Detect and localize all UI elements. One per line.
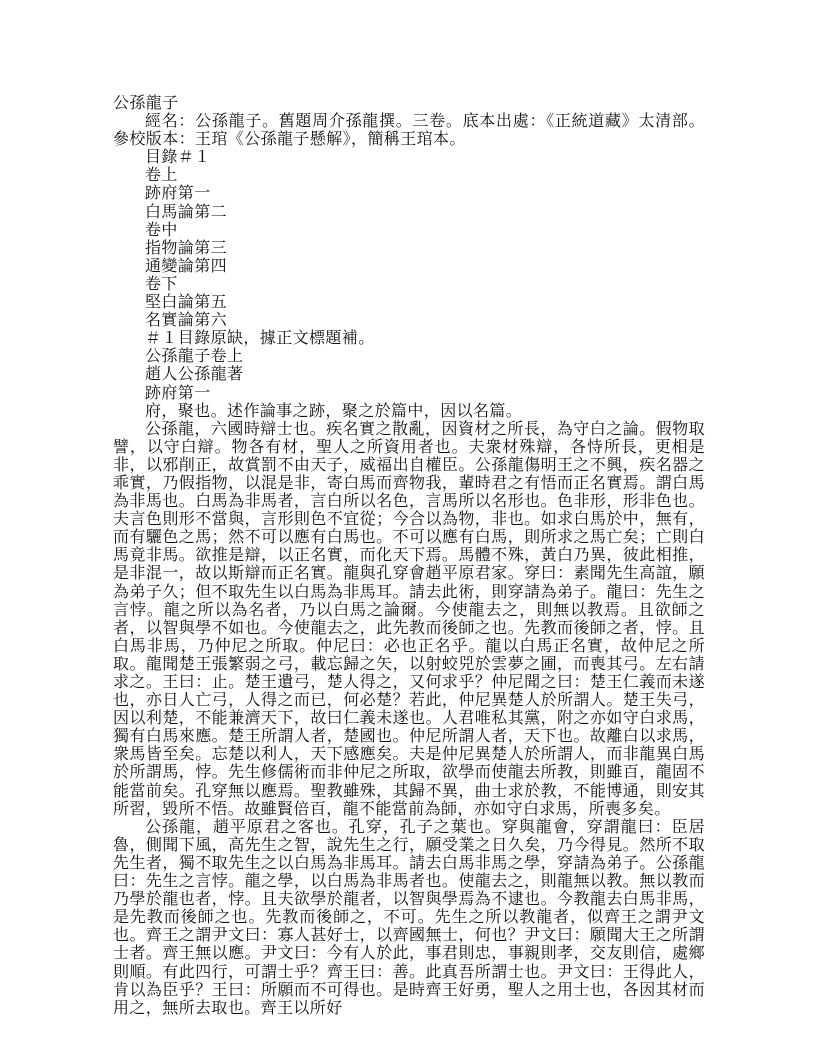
toc-footnote: ＃１目錄原缺，據正文標題補。: [145, 328, 375, 348]
author-line: 趙人公孫龍著: [145, 364, 244, 384]
toc-heading: 目錄＃１: [145, 147, 211, 167]
body-paragraph: 府，聚也。述作論事之跡，聚之於篇中，因以名篇。: [145, 400, 523, 420]
table-of-contents: [113, 148, 705, 401]
toc-item: 名實論第六: [145, 310, 228, 330]
toc-item: 跡府第一: [145, 183, 211, 203]
document-page: [113, 94, 705, 1017]
toc-item: 通變論第四: [145, 255, 228, 275]
intro-paragraph: 經名：公孫龍子。舊題周介孫龍撰。三卷。底本出處：《正統道藏》太清部。參校版本：王琯《公孫龍子懸解》，簡稱王琯本。: [113, 111, 705, 149]
body-paragraph: 公孫龍，趙平原君之客也。孔穿，孔子之葉也。穿與龍會，穿謂龍曰：臣居魯，側聞下風，高先生之智，說先生之行，願受業之日久矣，乃今得見。然所不取先生者，獨不取先生之以白馬為非馬耳。請去白馬非馬之學，穿請為弟子。公孫龍曰：先生之言悖。龍之學，以白馬為非馬者也。使龍去之，則龍無以教。無以教而乃學於龍也者，悖。且夫欲學於龍者，以智與學焉為不逮也。今教龍去白馬非馬，是先教而後師之也。先教而後師之，不可。先生之所以教龍者，似齊王之謂尹文也。齊王之謂尹文曰：寡人甚好士，以齊國無士，何也？尹文曰：願聞大王之所謂士者。齊王無以應。尹文曰：今有人於此，事君則忠，事親則孝，交友則信，處鄉則順。有此四行，可謂士乎？齊王曰：善。此真吾所謂士也。尹文曰：王得此人，肯以為臣乎？王曰：所願而不可得也。是時齊王好勇，聖人之用士也，各因其材而用之，無所去取也。齊王以所好: [113, 816, 705, 1017]
toc-item: 卷中: [145, 219, 178, 239]
document-title: 公孫龍子: [113, 93, 179, 112]
toc-item: 堅白論第五: [145, 292, 228, 312]
toc-item: 指物論第三: [145, 237, 228, 257]
body-paragraph: 公孫龍，六國時辯士也。疾名實之散亂，因資材之所長，為守白之論。假物取譬，以守白辯。物各有材，聖人之所資用者也。夫衆材殊辯，各恃所長，更相是非，以邪削正，故賞罰不由天子，威福出自權臣。公孫龍傷明王之不興，疾名器之乖實，乃假指物，以混是非，寄白馬而齊物我，輩時君之有悟而正名實焉。謂白馬為非馬也。白馬為非馬者，言白所以名色，言馬所以名形也。色非形，形非色也。夫言色則形不當與，言形則色不宜從；今合以為物，非也。如求白馬於中，無有，而有驪色之馬；然不可以應有白馬也。不可以應有白馬，則所求之馬亡矣；亡則白馬竟非馬。欲推是辯，以正名實，而化天下焉。馬體不殊，黃白乃異，彼此相推，是非混一，故以斯辯而正名實。龍與孔穿會趙平原君家。穿曰：素聞先生高誼，願為弟子久；但不取先生以白馬為非馬耳。請去此術，則穿請為弟子。龍曰：先生之言悖。龍之所以為名者，乃以白馬之論爾。今使龍去之，則無以教焉。且欲師之者，以智與學不如也。今使龍去之，此先教而後師之也。先教而後師之者，悖。且白馬非馬，乃仲尼之所取。仲尼曰：必也正名乎。龍以白馬正名實，故仲尼之所取。龍聞楚王張繁弱之弓，載忘歸之矢，以射蛟兕於雲夢之圃，而喪其弓。左右請求之。王曰：止。楚王遺弓，楚人得之，又何求乎？仲尼聞之曰：楚王仁義而未遂也，亦日人亡弓，人得之而已，何必楚？若此，仲尼異楚人於所謂人。楚王失弓，因以利楚，不能兼濟天下，故曰仁義未遂也。人君唯私其黨，附之亦如守白求馬，獨有白馬來應。楚王所謂人者，楚國也。仲尼所謂人者，天下也。故離白以求馬，衆馬皆至矣。忘楚以利人，天下感應矣。夫是仲尼異楚人於所謂人，而非龍異白馬於所謂馬，悖。先生修儒術而非仲尼之所取，欲學而使龍去所教，則雖百，龍固不能當前矣。孔穿無以應焉。聖教雖殊，其歸不異，曲士求於教，不能博通，則安其所習，毀所不悟。故雖賢倍百，龍不能當前為師，亦如守白求馬，所喪多矣。: [113, 418, 705, 818]
toc-item: 卷下: [145, 273, 178, 293]
volume-heading: 公孫龍子卷上: [145, 346, 244, 366]
toc-item: 白馬論第二: [145, 201, 228, 221]
chapter-heading: 跡府第一: [145, 382, 211, 402]
toc-item: 卷上: [145, 165, 178, 185]
